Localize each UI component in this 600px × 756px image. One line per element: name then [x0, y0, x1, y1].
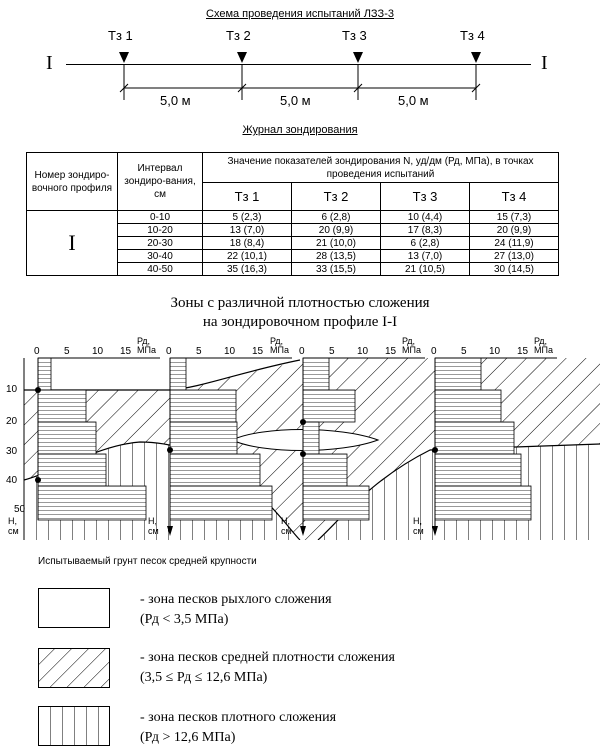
legend-dense-text: [140, 708, 336, 748]
depth-label-top: Н,: [413, 516, 422, 526]
value-cell: 10 (4,4): [381, 211, 470, 224]
axis-tick: 15: [120, 346, 132, 357]
axis-tick: 0: [166, 346, 172, 357]
scheme-point-4: Тз 4: [460, 28, 485, 43]
value-cell: 13 (7,0): [381, 250, 470, 263]
axis-unit: [137, 337, 156, 355]
interval-cell: 30-40: [118, 250, 203, 263]
axis-tick: 5: [64, 346, 70, 357]
legend-medium-line2: (3,5 ≤ Рд ≤ 12,6 МПа): [140, 670, 268, 685]
scheme-point-1: Тз 1: [108, 28, 133, 43]
depth-label: [8, 516, 19, 536]
depth-tick: 50: [14, 504, 26, 515]
depth-tick: 40: [6, 475, 18, 486]
axis-tick: 10: [357, 346, 369, 357]
depth-label-bottom: см: [8, 526, 19, 536]
depth-label-bottom: см: [413, 526, 424, 536]
spacing-3: 5,0 м: [398, 93, 429, 108]
axis-tick: 10: [92, 346, 104, 357]
axis-unit-bottom: МПа: [534, 345, 553, 355]
axis-unit: [402, 337, 421, 355]
line-label-left: I: [46, 52, 53, 74]
value-cell: 15 (7,3): [470, 211, 559, 224]
profile-title-line1: Зоны с различной плотностью сложения: [170, 295, 430, 311]
axis-tick: 10: [489, 346, 501, 357]
value-cell: 5 (2,3): [203, 211, 292, 224]
axis-tick: 15: [252, 346, 264, 357]
axis-unit-top: Рд,: [534, 336, 548, 346]
axis-tick: 15: [385, 346, 397, 357]
sounding-journal-table: [26, 152, 559, 276]
value-cell: 21 (10,5): [381, 263, 470, 276]
value-cell: 6 (2,8): [381, 237, 470, 250]
profile-title: [0, 294, 600, 332]
value-cell: 28 (13,5): [292, 250, 381, 263]
axis-tick: 0: [299, 346, 305, 357]
legend-dense-swatch: [38, 706, 110, 746]
profile-title-line2: на зондировочном профиле I-I: [202, 314, 398, 330]
depth-label-top: Н,: [281, 516, 290, 526]
axis-tick: 5: [329, 346, 335, 357]
axis-unit-bottom: МПа: [137, 345, 156, 355]
header-point: Тз 4: [470, 183, 559, 211]
value-cell: 20 (9,9): [292, 224, 381, 237]
scheme-point-3: Тз 3: [342, 28, 367, 43]
value-cell: 22 (10,1): [203, 250, 292, 263]
header-interval: Интервал зондиро-вания, см: [118, 153, 203, 211]
legend-medium-text: [140, 648, 395, 688]
profile-section: [0, 330, 600, 540]
axis-unit-top: Рд,: [402, 336, 416, 346]
value-cell: 18 (8,4): [203, 237, 292, 250]
axis-tick: 5: [461, 346, 467, 357]
header-point: Тз 2: [292, 183, 381, 211]
value-cell: 21 (10,0): [292, 237, 381, 250]
axis-tick: 0: [431, 346, 437, 357]
axis-unit-top: Рд,: [270, 336, 284, 346]
value-cell: 33 (15,5): [292, 263, 381, 276]
depth-tick: 30: [6, 446, 18, 457]
legend-loose-swatch: [38, 588, 110, 628]
value-cell: 30 (14,5): [470, 263, 559, 276]
legend-loose-line1: - зона песков рыхлого сложения: [140, 592, 332, 607]
legend-medium-line1: - зона песков средней плотности сложения: [140, 650, 395, 665]
legend-dense-line1: - зона песков плотного сложения: [140, 710, 337, 725]
depth-tick: 10: [6, 384, 18, 395]
depth-label: [148, 516, 159, 536]
depth-label: [281, 516, 292, 536]
depth-label-bottom: см: [148, 526, 159, 536]
depth-label-top: Н,: [8, 516, 17, 526]
value-cell: 17 (8,3): [381, 224, 470, 237]
profile-number: I: [27, 211, 118, 276]
value-cell: 6 (2,8): [292, 211, 381, 224]
depth-label-bottom: см: [281, 526, 292, 536]
depth-label-top: Н,: [148, 516, 157, 526]
header-point: Тз 1: [203, 183, 292, 211]
value-cell: 27 (13,0): [470, 250, 559, 263]
axis-unit-bottom: МПа: [402, 345, 421, 355]
interval-cell: 40-50: [118, 263, 203, 276]
legend-loose-line2: (Рд < 3,5 МПа): [140, 612, 229, 627]
axis-tick: 10: [224, 346, 236, 357]
spacing-1: 5,0 м: [160, 93, 191, 108]
axis-unit-bottom: МПа: [270, 345, 289, 355]
interval-cell: 0-10: [118, 211, 203, 224]
value-cell: 35 (16,3): [203, 263, 292, 276]
table-row: [27, 211, 559, 224]
value-cell: 13 (7,0): [203, 224, 292, 237]
header-point: Тз 3: [381, 183, 470, 211]
header-values: Значение показателей зондирования N, уд/дм (Рд, МПа), в точках проведения испытаний: [203, 153, 559, 183]
axis-unit: [534, 337, 553, 355]
interval-cell: 20-30: [118, 237, 203, 250]
journal-title: Журнал зондирования: [242, 124, 358, 136]
interval-cell: 10-20: [118, 224, 203, 237]
axis-unit: [270, 337, 289, 355]
axis-tick: 0: [34, 346, 40, 357]
scheme-title: Схема проведения испытаний ЛЗЗ-3: [206, 8, 394, 20]
legend-caption: Испытываемый грунт песок средней крупности: [38, 556, 257, 567]
value-cell: 20 (9,9): [470, 224, 559, 237]
axis-tick: 15: [517, 346, 529, 357]
header-profile: Номер зондиро-вочного профиля: [27, 153, 118, 211]
depth-tick: 20: [6, 416, 18, 427]
spacing-2: 5,0 м: [280, 93, 311, 108]
legend-medium-swatch: [38, 648, 110, 688]
axis-tick: 5: [196, 346, 202, 357]
depth-label: [413, 516, 424, 536]
legend-dense-line2: (Рд > 12,6 МПа): [140, 730, 236, 745]
value-cell: 24 (11,9): [470, 237, 559, 250]
line-label-right: I: [541, 52, 548, 74]
scheme-point-2: Тз 2: [226, 28, 251, 43]
axis-unit-top: Рд,: [137, 336, 151, 346]
legend-loose-text: [140, 590, 332, 630]
